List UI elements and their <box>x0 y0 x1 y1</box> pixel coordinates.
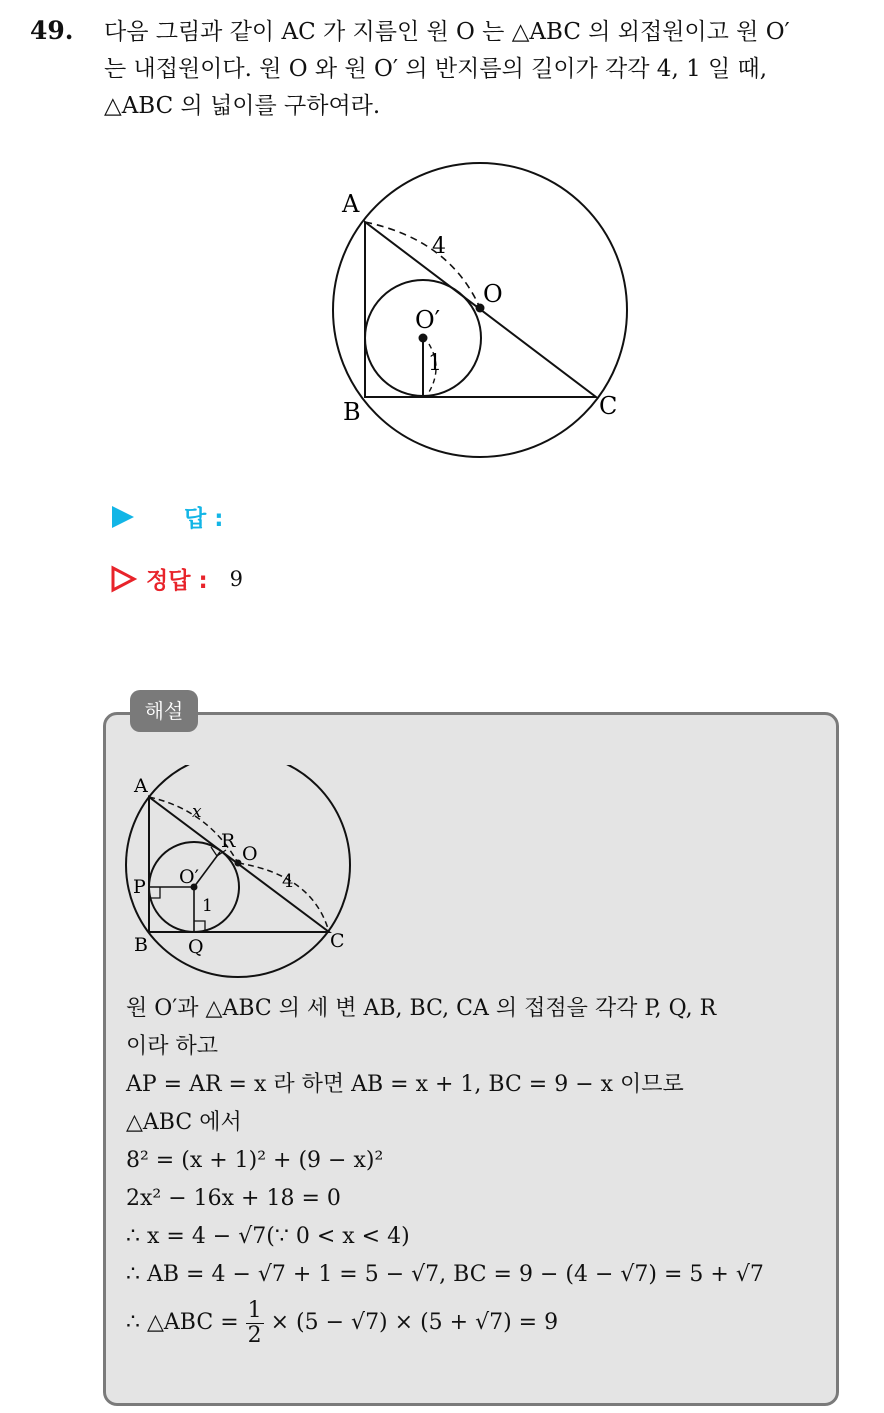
answer-row <box>110 500 223 533</box>
sol-label-x: x <box>192 802 202 822</box>
correct-answer-label: 정답 : <box>146 568 208 594</box>
center-o-prime-dot <box>419 334 428 343</box>
problem-figure <box>325 160 635 460</box>
sol-label-q: Q <box>188 936 204 958</box>
outline-triangle-icon <box>110 565 138 593</box>
line9-suffix: × (5 − √7) × (5 + √7) = 9 <box>263 1310 559 1335</box>
label-c: C <box>599 392 618 420</box>
sol-label-p: P <box>133 876 146 898</box>
fraction-one-half <box>246 1299 264 1348</box>
question-number: 49. <box>30 16 74 45</box>
correct-answer-row <box>110 562 243 595</box>
solution-figure <box>118 765 358 985</box>
solution-line-5: 8² = (x + 1)² + (9 − x)² <box>126 1148 384 1173</box>
solution-line-6: 2x² − 16x + 18 = 0 <box>126 1186 341 1211</box>
solution-line-2: 이라 하고 <box>126 1034 219 1059</box>
fraction-denominator: 2 <box>247 1322 262 1348</box>
sol-circumcircle <box>126 765 350 977</box>
sol-label-1: 1 <box>202 896 213 916</box>
solution-line-1: 원 O′과 △ABC 의 세 변 AB, BC, CA 의 접점을 각각 P, Q, R <box>126 996 717 1021</box>
label-radius-4: 4 <box>432 234 446 259</box>
question-line-1: 다음 그림과 같이 AC 가 지름인 원 O 는 △ABC 의 외접원이고 원 O′ <box>104 19 790 45</box>
fraction-numerator: 1 <box>247 1297 262 1323</box>
label-o-prime: O′ <box>415 306 441 334</box>
answer-label: 답 : <box>184 506 224 532</box>
sol-label-o: O <box>242 843 258 865</box>
sol-label-b: B <box>134 934 148 956</box>
label-radius-1: 1 <box>428 351 442 376</box>
sol-label-r: R <box>221 830 236 852</box>
play-triangle-icon <box>110 504 136 530</box>
question-line-2: 는 내접원이다. 원 O 와 원 O′ 의 반지름의 길이가 각각 4, 1 일 때, <box>104 56 768 82</box>
solution-line-8: ∴ AB = 4 − √7 + 1 = 5 − √7, BC = 9 − (4 − √7) = 5 + √7 <box>126 1262 764 1287</box>
solution-line-3: AP = AR = x 라 하면 AB = x + 1, BC = 9 − x 이므로 <box>126 1072 684 1097</box>
label-a: A <box>342 190 360 218</box>
question-text <box>104 14 864 125</box>
label-b: B <box>343 398 361 426</box>
correct-answer-value: 9 <box>229 566 244 591</box>
sol-label-c: C <box>330 930 345 952</box>
solution-text <box>126 990 764 1352</box>
question-line-3: △ABC 의 넓이를 구하여라. <box>104 93 381 119</box>
solution-line-4: △ABC 에서 <box>126 1110 242 1135</box>
solution-line-9 <box>126 1294 764 1352</box>
label-o: O <box>483 280 503 308</box>
sol-label-a: A <box>134 775 148 797</box>
solution-tag: 해설 <box>130 690 198 732</box>
sol-label-o-prime: O′ <box>179 866 199 888</box>
sol-center-o-dot <box>235 860 242 867</box>
sol-label-4: 4 <box>282 871 294 892</box>
line9-prefix: ∴ △ABC = <box>126 1310 246 1335</box>
solution-line-7: ∴ x = 4 − √7(∵ 0 < x < 4) <box>126 1224 410 1249</box>
